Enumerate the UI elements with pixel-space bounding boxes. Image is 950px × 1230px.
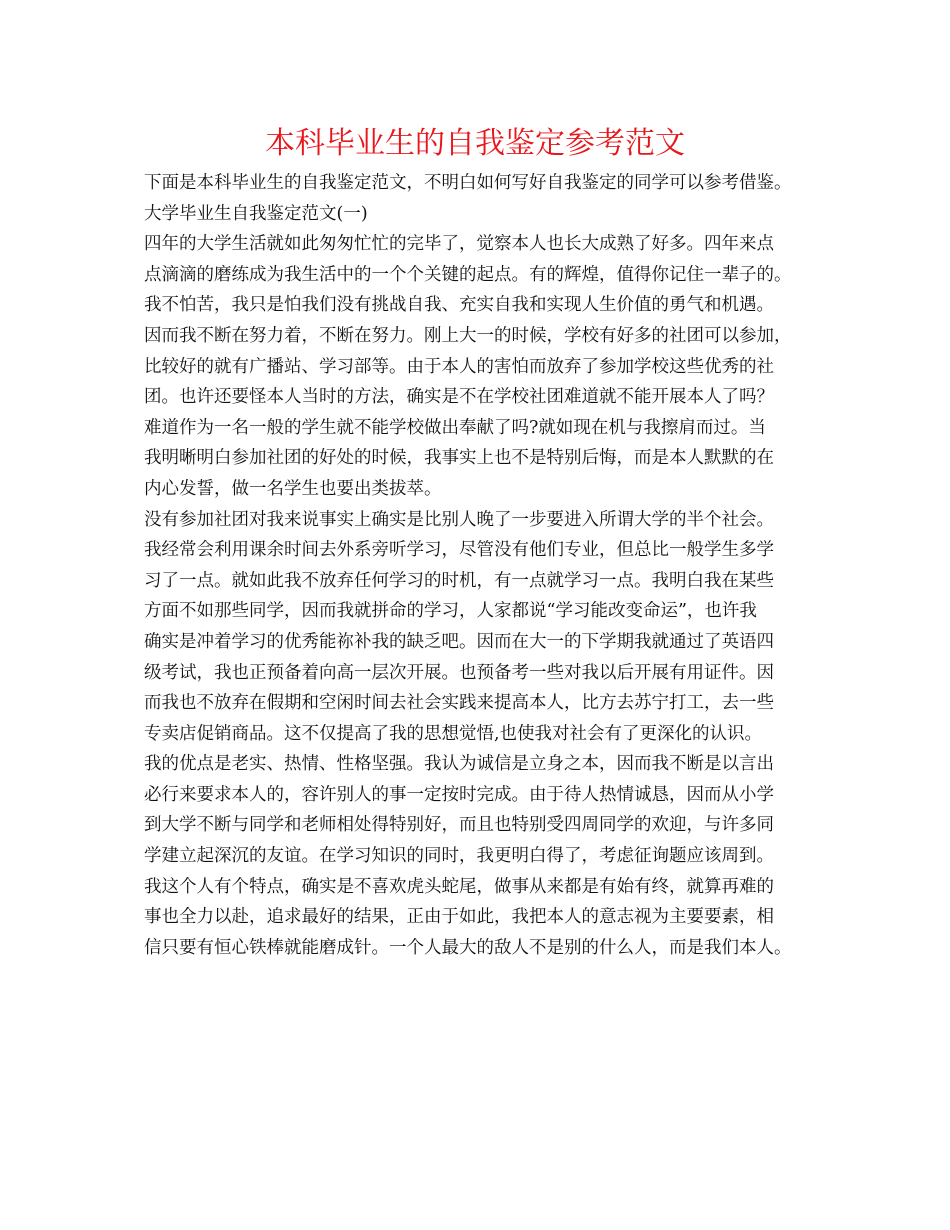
body-line: 没有参加社团对我来说事实上确实是比别人晚了一步要进入所谓大学的半个社会。 xyxy=(144,509,774,530)
body-line: 学建立起深沉的友谊。在学习知识的同时，我更明白得了，考虑征询题应该周到。 xyxy=(144,846,774,867)
body-line: 专卖店促销商品。这不仅提高了我的思想觉悟,也使我对社会有了更深化的认识。 xyxy=(144,723,763,744)
body-line: 必行来要求本人的，容许别人的事一定按时完成。由于待人热情诚恳，因而从小学 xyxy=(144,784,774,805)
body-line: 内心发誓，做一名学生也要出类拔萃。 xyxy=(144,478,442,499)
body-line: 习了一点。就如此我不放弃任何学习的时机，有一点就学习一点。我明白我在某些 xyxy=(144,570,774,591)
body-line: 难道作为一名一般的学生就不能学校做出奉献了吗?就如现在机与我擦肩而过。当 xyxy=(144,417,766,438)
body-line: 因而我不断在努力着，不断在努力。刚上大一的时候，学校有好多的社团可以参加， xyxy=(144,325,792,346)
body-line: 方面不如那些同学，因而我就拼命的学习，人家都说“学习能改变命运”，也许我 xyxy=(144,601,757,622)
body-line: 大学毕业生自我鉴定范文(一) xyxy=(144,203,368,224)
body-line: 我不怕苦，我只是怕我们没有挑战自我、充实自我和实现人生价值的勇气和机遇。 xyxy=(144,295,774,316)
body-line: 事也全力以赴，追求最好的结果，正由于如此，我把本人的意志视为主要要素，相 xyxy=(144,907,774,928)
body-line: 信只要有恒心铁棒就能磨成针。一个人最大的敌人不是别的什么人，而是我们本人。 xyxy=(144,937,792,958)
document-title: 本科毕业生的自我鉴定参考范文 xyxy=(265,126,685,161)
body-line: 而我也不放弃在假期和空闲时间去社会实践来提高本人，比方去苏宁打工，去一些 xyxy=(144,693,774,714)
body-line: 到大学不断与同学和老师相处得特别好，而且也特别受四周同学的欢迎，与许多同 xyxy=(144,815,774,836)
body-line: 确实是冲着学习的优秀能祢补我的缺乏吧。因而在大一的下学期我就通过了英语四 xyxy=(144,631,774,652)
body-line: 我明晰明白参加社团的好处的时候，我事实上也不是特别后悔，而是本人默默的在 xyxy=(144,448,774,469)
body-line: 四年的大学生活就如此匆匆忙忙的完毕了，觉察本人也长大成熟了好多。四年来点 xyxy=(144,234,774,255)
body-line: 比较好的就有广播站、学习部等。由于本人的害怕而放弃了参加学校这些优秀的社 xyxy=(144,356,774,377)
body-line: 点滴滴的磨练成为我生活中的一个个关键的起点。有的辉煌，值得你记住一辈子的。 xyxy=(144,264,792,285)
body-line: 下面是本科毕业生的自我鉴定范文，不明白如何写好自我鉴定的同学可以参考借鉴。 xyxy=(144,173,792,193)
body-line: 级考试，我也正预备着向高一层次开展。也预备考一些对我以后开展有用证件。因 xyxy=(144,662,774,683)
document-body xyxy=(144,168,834,963)
body-line: 我经常会利用课余时间去外系旁听学习，尽管没有他们专业，但总比一般学生多学 xyxy=(144,540,774,561)
body-line: 团。也许还要怪本人当时的方法，确实是不在学校社团难道就不能开展本人了吗？ xyxy=(144,387,774,408)
body-line: 我这个人有个特点，确实是不喜欢虎头蛇尾，做事从来都是有始有终，就算再难的 xyxy=(144,876,774,897)
body-line: 我的优点是老实、热情、性格坚强。我认为诚信是立身之本，因而我不断是以言出 xyxy=(144,754,774,775)
